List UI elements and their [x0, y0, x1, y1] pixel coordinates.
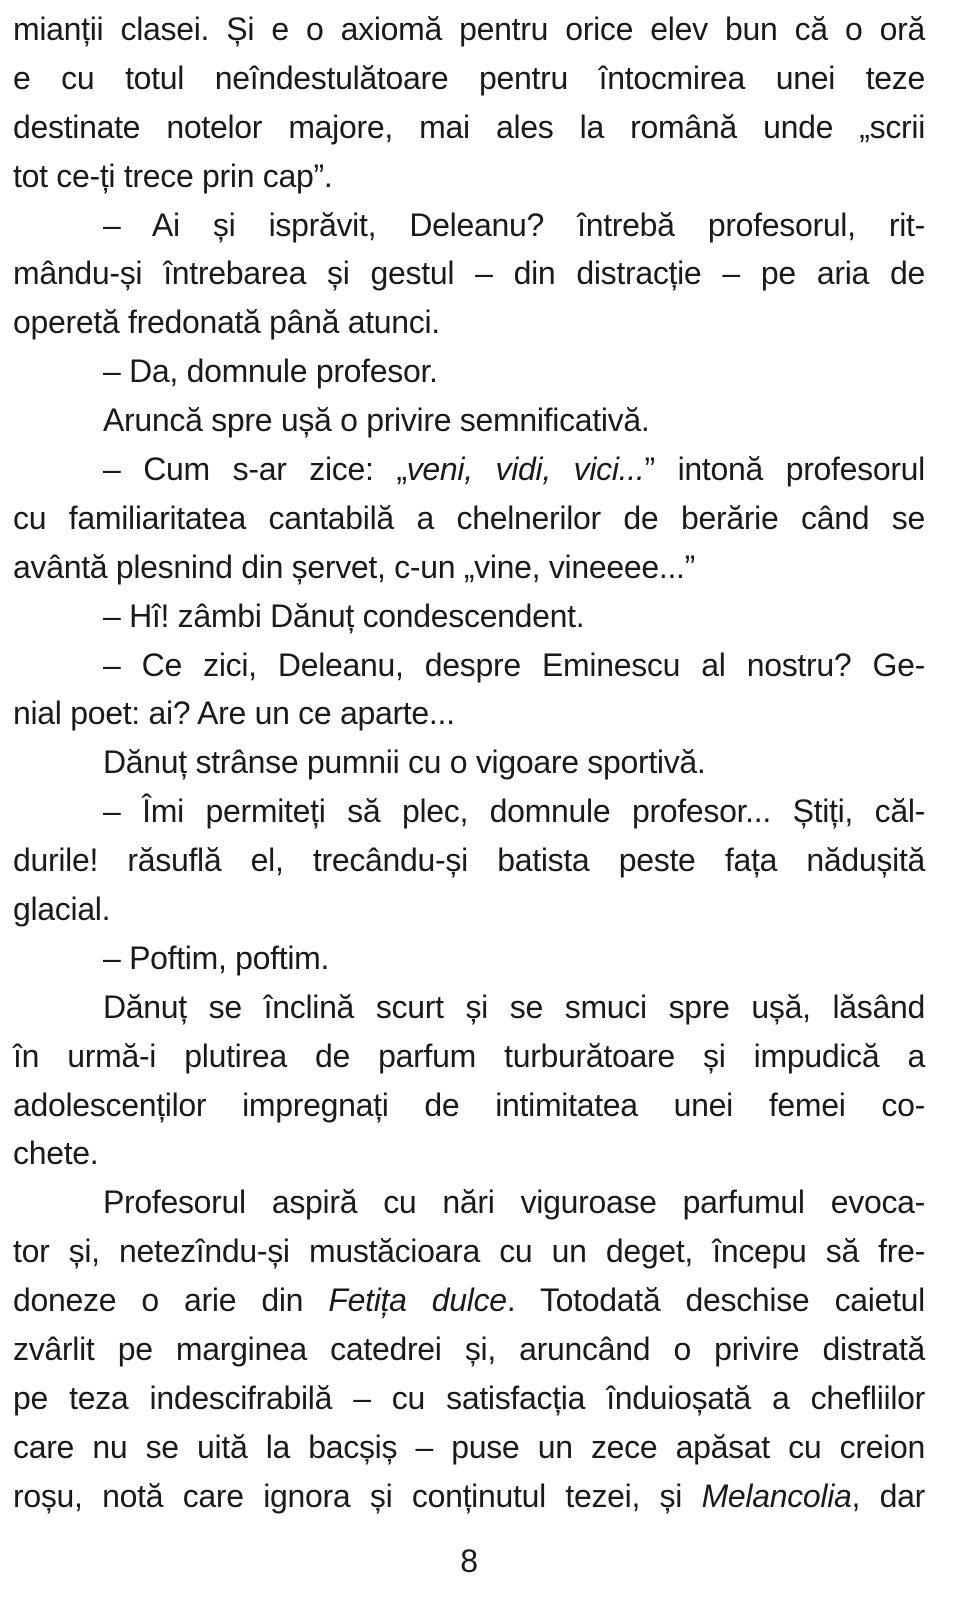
text-line-content [103, 207, 925, 243]
text-line-content [13, 842, 925, 878]
text-line [13, 689, 925, 738]
text-run: – Da, domnule profesor. [103, 353, 438, 390]
text-line-content [13, 1135, 98, 1171]
text-run: operetă fredonată până atunci. [13, 304, 440, 341]
text-line [13, 1227, 925, 1276]
italic-text-run: Melancolia [701, 1477, 852, 1514]
text-run: cu familiaritatea cantabilă a chelnerilor de berărie când se [13, 499, 925, 536]
text-line-content [13, 11, 925, 47]
text-line-content [13, 158, 332, 194]
text-run: zvârlit pe marginea catedrei și, aruncând o privire distrată [13, 1331, 925, 1368]
text-line-content [13, 500, 925, 536]
text-line [13, 5, 925, 54]
text-line-content [103, 451, 925, 487]
text-line-content [103, 793, 925, 829]
text-line [13, 836, 925, 885]
text-line-content [103, 402, 649, 438]
text-line [13, 249, 925, 298]
text-run: destinate notelor majore, mai ales la română unde „scrii [13, 108, 925, 145]
text-line-content [13, 60, 925, 96]
italic-text-run: Fetița dulce [328, 1282, 507, 1319]
text-run: adolescenților impregnați de intimitatea unei femei co- [13, 1086, 925, 1123]
text-line-content [13, 1380, 925, 1416]
text-run: – Poftim, poftim. [103, 939, 330, 976]
text-line [13, 1276, 925, 1325]
text-line [13, 1081, 925, 1130]
text-line-content [13, 1478, 925, 1514]
text-line-content [13, 1282, 925, 1318]
text-run: Dănuț se înclină scurt și se smuci spre ușă, lăsând [103, 988, 925, 1025]
text-run: în urmă-i plutirea de parfum turburătoare și impudică a [13, 1037, 925, 1074]
text-line [13, 103, 925, 152]
text-line [13, 1178, 925, 1227]
text-run: ” intonă profesorul [644, 451, 925, 488]
text-line-content [13, 695, 455, 731]
text-line-content [103, 744, 706, 780]
text-run: . Totodată deschise caietul [506, 1282, 925, 1319]
text-line [13, 885, 925, 934]
text-run: tor și, netezîndu-și mustăcioara cu un deget, începu să fre- [13, 1233, 925, 1270]
text-line [13, 983, 925, 1032]
text-line [13, 1032, 925, 1081]
text-run: avântă plesnind din șervet, c-un „vine, vineeee...” [13, 548, 695, 585]
page-number: 8 [460, 1542, 478, 1579]
text-run: pe teza indescifrabilă – cu satisfacția înduioșată a chefliilor [13, 1379, 925, 1416]
text-line [13, 298, 925, 347]
text-line [13, 1423, 925, 1472]
text-run: durile! răsuflă el, trecându-și batista peste fața nădușită [13, 842, 925, 879]
text-line [13, 494, 925, 543]
text-run: mianții clasei. Și e o axiomă pentru orice elev bun că o oră [13, 11, 925, 47]
text-line-content [13, 255, 925, 291]
text-line [13, 445, 925, 494]
text-line [13, 1325, 925, 1374]
text-line-content [13, 304, 440, 340]
text-run: care nu se uită la bacșiș – puse un zece apăsat cu creion [13, 1428, 925, 1465]
text-line [13, 543, 925, 592]
italic-text-run: veni, vidi, vici... [406, 451, 645, 488]
text-line [13, 152, 925, 201]
text-line [13, 738, 925, 787]
text-line-content [103, 647, 925, 683]
text-line-content [13, 109, 925, 145]
text-line [13, 1129, 925, 1178]
text-run: e cu totul neîndestulătoare pentru întocmirea unei teze [13, 59, 925, 96]
text-run: Dănuț strânse pumnii cu o vigoare sportivă. [103, 744, 706, 781]
text-line-content [13, 1429, 925, 1465]
text-line-content [13, 549, 695, 585]
text-run: – Cum s-ar zice: „ [103, 451, 407, 488]
text-line [13, 787, 925, 836]
text-line-content [103, 1184, 925, 1220]
text-line-content [103, 989, 925, 1025]
text-run: Profesorul aspiră cu nări viguroase parfumul evoca- [103, 1184, 925, 1221]
text-line-content [103, 940, 329, 976]
text-run: – Ai și isprăvit, Deleanu? întrebă profesorul, rit- [103, 206, 925, 243]
text-line-content [13, 1331, 925, 1367]
text-line-content [13, 1087, 925, 1123]
text-run: roșu, notă care ignora și conținutul tezei, și [13, 1477, 702, 1514]
text-run: doneze o arie din [13, 1282, 329, 1319]
text-run: nial poet: ai? Are un ce aparte... [13, 695, 455, 732]
text-line-content [13, 891, 110, 927]
text-line-content [13, 1233, 925, 1269]
text-line-content [103, 353, 438, 389]
text-run: – Ce zici, Deleanu, despre Eminescu al nostru? Ge- [103, 646, 925, 683]
text-line [13, 396, 925, 445]
text-line-content [103, 598, 584, 634]
text-line [13, 934, 925, 983]
text-run: glacial. [13, 891, 111, 928]
text-line [13, 592, 925, 641]
text-run: Aruncă spre ușă o privire semnificativă. [103, 402, 650, 439]
text-run: , dar [851, 1477, 925, 1514]
text-line [13, 201, 925, 250]
text-line [13, 1472, 925, 1521]
text-run: – Îmi permiteți să plec, domnule profesor... Știți, căl- [103, 793, 925, 830]
text-line [13, 641, 925, 690]
text-line-content [13, 1038, 925, 1074]
text-run: tot ce-ți trece prin cap”. [13, 157, 333, 194]
text-run: mându-și întrebarea și gestul – din distracție – pe aria de [13, 255, 925, 292]
text-line [13, 54, 925, 103]
text-run: – Hî! zâmbi Dănuț condescendent. [103, 597, 585, 634]
text-line [13, 1374, 925, 1423]
text-line [13, 347, 925, 396]
text-run: chete. [13, 1135, 99, 1172]
